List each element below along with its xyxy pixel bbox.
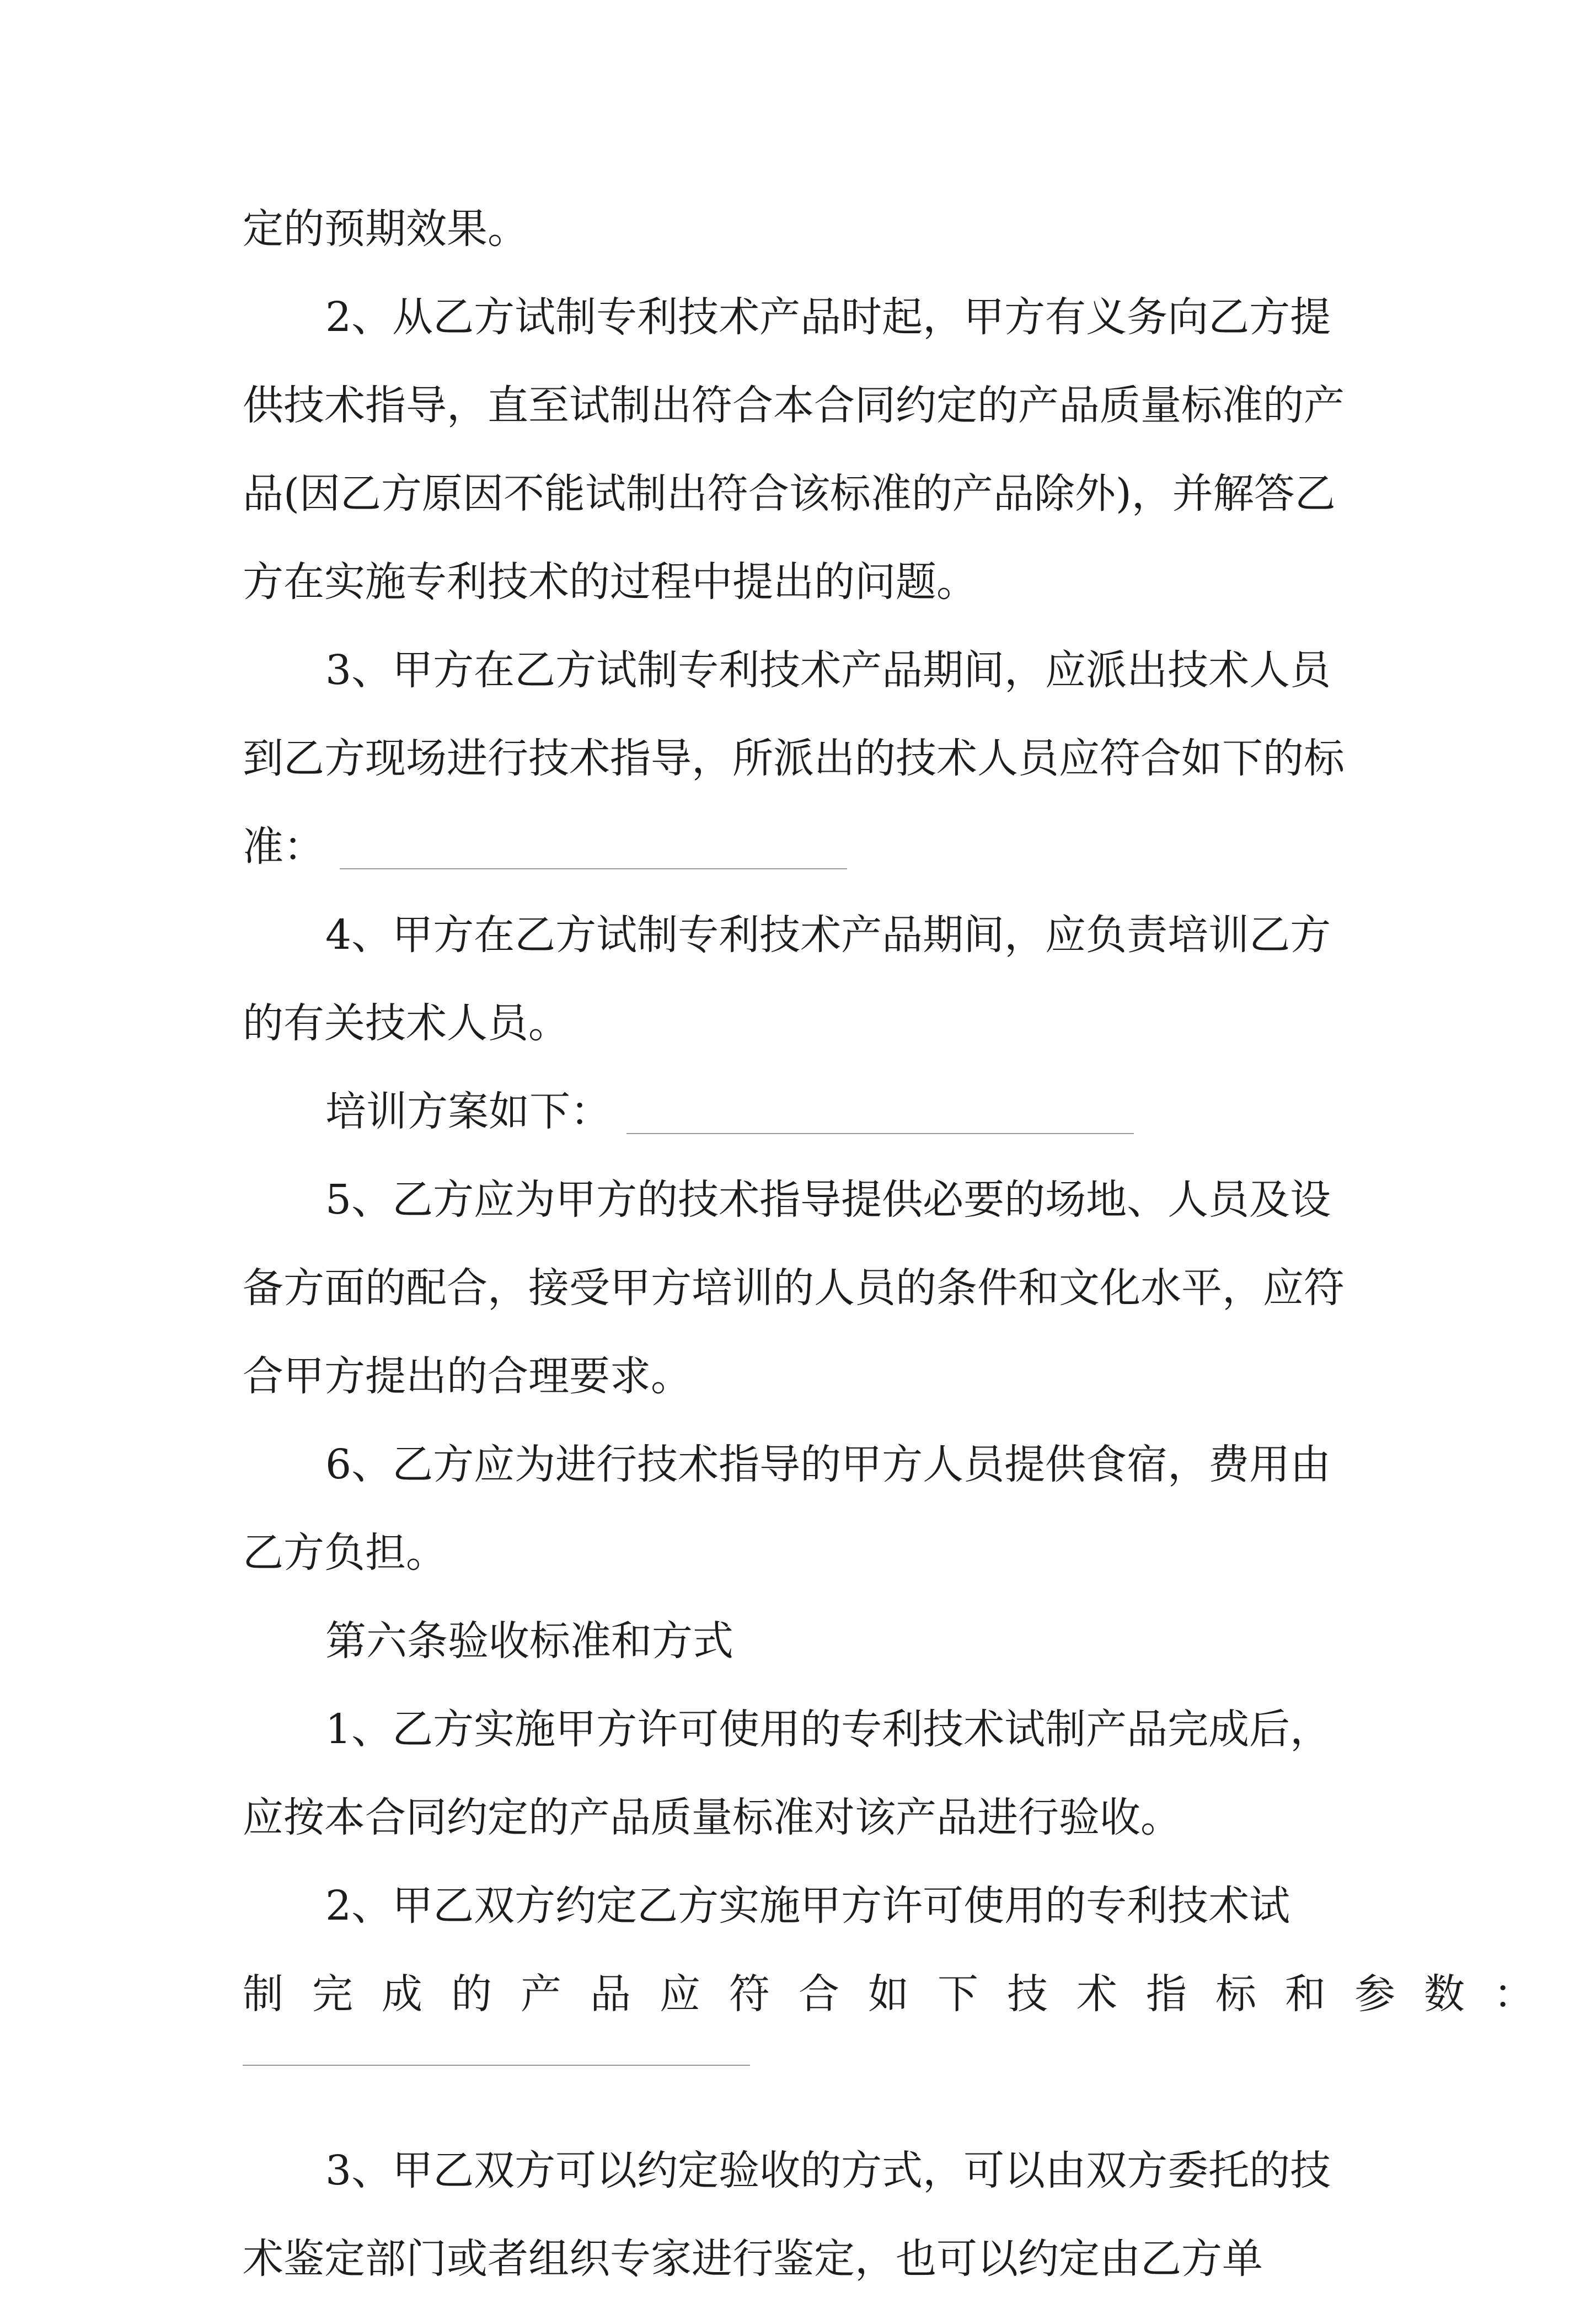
clause-2: 2、从乙方试制专利技术产品时起，甲方有义务向乙方提供技术指导，直至试制出符合本合同约定的产品质量标准的产品(因乙方原因不能试制出符合该标准的产品除外)，并解答乙方在实施专利技术的过程中提出的问题。 (243, 293, 1345, 606)
fill-in-blank-technical-parameters (243, 2038, 1354, 2126)
fill-in-blank-training-plan (626, 1133, 1134, 1134)
blank-rule (243, 2065, 750, 2066)
article-6-clause-1: 1、乙方实施甲方许可使用的专利技术试制产品完成后，应按本合同约定的产品质量标准对该产品进行验收。 (243, 1706, 1331, 1841)
training-plan (243, 1067, 1354, 1156)
paragraph-continuation: 定的预期效果。 (243, 205, 528, 253)
clause-3 (243, 626, 1354, 891)
article-6-clause-2-line-1: 2、甲乙双方约定乙方实施甲方许可使用的专利技术试 (325, 1882, 1290, 1930)
clause-6: 6、乙方应为进行技术指导的甲方人员提供食宿，费用由乙方负担。 (243, 1441, 1331, 1577)
article-6-clause-3: 3、甲乙双方可以约定验收的方式，可以由双方委托的技术鉴定部门或者组织专家进行鉴定，也可以约定由乙方单 (243, 2147, 1331, 2283)
clause-3-text: 3、甲方在乙方试制专利技术产品期间，应派出技术人员到乙方现场进行技术指导，所派出的技术人员应符合如下的标准： (243, 646, 1345, 870)
document-body (243, 185, 1563, 2303)
clause-4: 4、甲方在乙方试制专利技术产品期间，应负责培训乙方的有关技术人员。 (243, 911, 1331, 1047)
article-6-clause-2-line-2: 制完成的产品应符合如下技术指标和参数： (243, 1970, 1563, 2018)
article-6-heading: 第六条验收标准和方式 (325, 1617, 733, 1665)
training-plan-label: 培训方案如下： (325, 1088, 611, 1135)
clause-5: 5、乙方应为甲方的技术指导提供必要的场地、人员及设备方面的配合，接受甲方培训的人员的条件和文化水平，应符合甲方提出的合理要求。 (243, 1176, 1345, 1400)
fill-in-blank-technician-standard (340, 868, 847, 869)
